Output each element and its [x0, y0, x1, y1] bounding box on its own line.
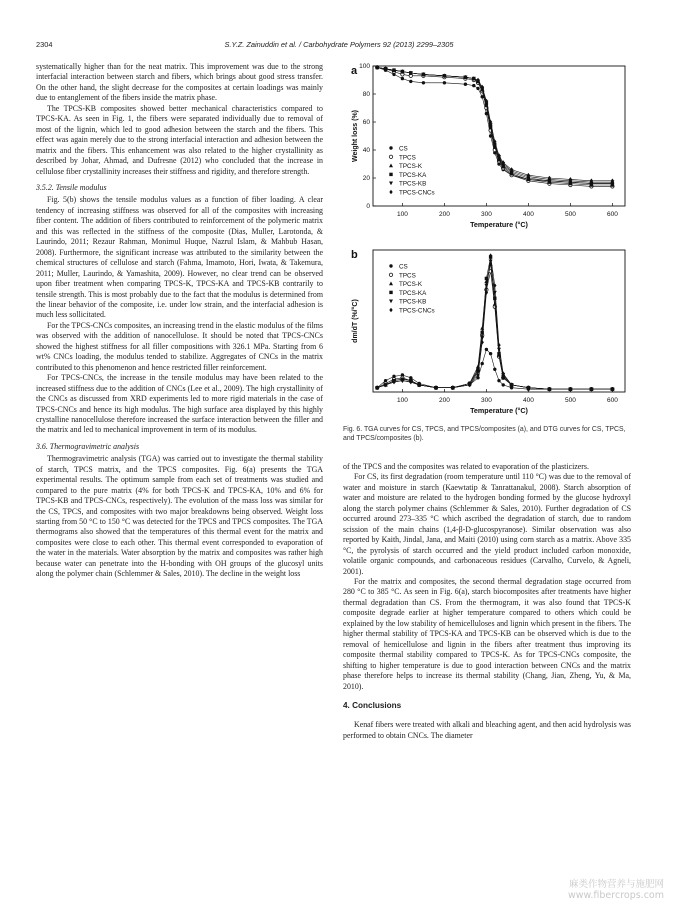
data-point-cs [481, 362, 484, 365]
y-axis-label: dm/dT (%/°C) [352, 299, 359, 343]
legend-marker [389, 164, 393, 168]
x-tick-label: 600 [606, 397, 618, 404]
x-tick-label: 300 [480, 211, 492, 218]
y-tick-label: 60 [362, 119, 370, 127]
x-axis-label: Temperature (°C) [470, 220, 528, 229]
x-tick-label: 300 [480, 397, 492, 404]
panel-label: b [351, 249, 358, 261]
data-point-tpcs-kb [484, 284, 488, 288]
x-tick-label: 200 [438, 397, 450, 404]
data-point-cs [493, 368, 496, 371]
paragraph: systematically higher than for the neat matrix. This improvement was due to the strong interfacial interaction between starch and fibers, which brings about good stress transfer. On the other hand, the slight decrease for the composites at certain loadings was mainly due to entanglement of the fibers inside the matrix phase. [36, 62, 323, 103]
data-point-tpcs-kb [497, 348, 501, 352]
paragraph: The TPCS-KB composites showed better mechanical characteristics compared to TPCS-KA. As seen in Fig. 1, the fibers were separated individually due to removal of most of the lignin, which led to good adhesion between the starch and the fibers. This effect was again merely due to the strong interfacial interaction and adhesion between the matrix and the fibers. This enhancement was also related to the higher crystallinity as described by Johar, Ahmad, and Dufresne (2012) who concluded that the increase in cellulose fiber crystallinity increases their stiffness and rigidity, and therefore strength. [36, 103, 323, 176]
watermark-title: 麻类作物营养与施肥网 [568, 879, 664, 890]
x-tick-label: 400 [522, 211, 534, 218]
legend-label: TPCS-KA [399, 171, 427, 179]
section-heading: 4. Conclusions [343, 700, 402, 710]
legend-marker [389, 190, 392, 195]
paragraph: For TPCS-CNCs, the increase in the tensile modulus may have been related to the increased stiffness due to the addition of CNCs (Lee et al., 2009). The high crystallinity of the CNCs as discussed from XRD experiments led to more rigid materials in the case of TPCS-CNCs and hence its high modulus. The high surface area displayed by this highly crystalline nanocellulose therefore increased the surface interaction between the filler and the matrix and led to mechanical improvement in term of its modulus. [36, 373, 323, 435]
left-column [36, 62, 323, 580]
paragraph: of the TPCS and the composites was related to evaporation of the plasticizers. [343, 462, 589, 471]
data-point-cs [401, 77, 404, 80]
data-point-cs [485, 348, 488, 351]
legend-label: TPCS-CNCs [399, 307, 435, 315]
legend-label: TPCS-KA [399, 289, 427, 297]
running-header [36, 40, 642, 54]
paragraph: Thermogravimetric analysis (TGA) was carried out to investigate the thermal stability of starch, TPCS matrix, and the TPCS composites. Fig. 6(a) presents the TGA experimental results. The optimum sample from each set of treatments was studied and compared to the pure matrix (4% for both TPCS-K and TPCS-KA, 10% and 6% for TPCS-KB and TPCS-CNCs, respectively). The evolution of the mass loss was similar for the CS, TPCS, and composites with two major breakdowns being observed. Weight loss starting from 50 °C to 150 °C was detected for the TPCS and TPCS composites. The TGA thermograms also showed that the temperatures of this thermal event for the matrix and composites were close to each other. This thermal event corresponded to evaporation of the water in the materials. Water absorption by the matrix and composites was rather high because water can penetrate into the H-bonding with OH groups of the glucosyl units along the polymer chain (Schlemmer & Sales, 2010). The decline in the weight loss [36, 454, 323, 579]
legend-marker [389, 173, 392, 176]
plot-frame [373, 250, 625, 392]
legend-label: TPCS-K [399, 281, 423, 289]
data-point-cs [409, 80, 412, 83]
data-point-cs [472, 84, 475, 87]
right-column [343, 462, 631, 741]
legend-label: CS [399, 263, 408, 271]
paragraph: Fig. 5(b) shows the tensile modulus values as a function of fiber loading. A clear tendency of increasing stiffness was observed for all of the composites with increasing fiber content. The addition of fibers contributed to reinforcement of the polymeric matrix and this was reflected in the stiffness of the composite (Dias, Muller, Larotonda, & Laurindo, 2011; Rezaur Rahman, Monimul Huque, Nazrul Islam, & Mahbub Hasan, 2008). Furthermore, the significant increase was attributed to the similarity between the chemical structures of cellulose and starch (Fahma, Imamoto, Hori, Iwata, & Takemura, 2011; Muller, Laurindo, & Yamashita, 2009). However, no clear trend can be observed upon fiber treatment when comparing TPCS-K, TPCS-KA and TPCS-KB contrarily to tensile strength. This is most probably due to the fact that the modulus is determined from the linear behavior of the composite, i.e. under low strain, and the interfacial adhesion is much less sollicitated. [36, 195, 323, 320]
legend-marker [389, 264, 392, 267]
y-tick-label: 100 [359, 63, 370, 71]
x-tick-label: 500 [564, 397, 576, 404]
y-tick-label: 40 [362, 147, 370, 155]
legend-marker [389, 146, 392, 149]
panel-label: a [351, 65, 358, 77]
journal-citation: S.Y.Z. Zainuddin et al. / Carbohydrate Polymers 92 (2013) 2299–2305 [224, 40, 454, 49]
y-tick-label: 80 [362, 91, 370, 99]
subsection-heading: 3.5.2. Tensile modulus [36, 182, 107, 192]
data-point-cs [464, 83, 467, 86]
watermark [568, 879, 664, 901]
legend-label: TPCS-K [399, 163, 423, 171]
subsection-heading: 3.6. Thermogravimetric analysis [36, 441, 140, 451]
legend-label: TPCS [399, 272, 416, 280]
legend-marker [389, 155, 392, 158]
x-tick-label: 100 [396, 211, 408, 218]
legend-label: TPCS-KB [399, 298, 427, 306]
legend-label: TPCS-KB [399, 180, 427, 188]
paragraph: For CS, its first degradation (room temperature until 110 °C) was due to the removal of water and moisture in starch (Kaewtatip & Tanrattanakul, 2008). Starch absorption of water and moisture are related to the hydrogen bonding formed by the glucose hydroxyl along the starch polymer chains (Schlemmer & Sales, 2010). Further degradation of CS occurred around 273–335 °C which ascribed the degradation of starch, due to random scission of the main chains (1,4-β-D-glucospyranose). Similar observation was also reported by Kaith, Jindal, Jana, and Maiti (2010) using corn starch as a matrix. Above 335 °C, the pyrolysis of starch occurred and the yield product included carbon monoxide, volatile organic compounds, and carbonaceous residues (Carvalho, Curvelo, & Agneli, 2001). [343, 472, 631, 576]
figure-6 [343, 58, 633, 418]
data-point-cs [489, 352, 492, 355]
data-point-cs [502, 383, 505, 386]
x-tick-label: 100 [396, 397, 408, 404]
legend-label: TPCS [399, 154, 416, 162]
paragraph: For the TPCS-CNCs composites, an increasing trend in the elastic modulus of the films was observed with the addition of nanocellulose. It should be noted that TPCS-CNCs showed the highest stiffness for all filler compositions with 326.1 MPa. Starting from 6 wt% CNCs loading, the modulus tended to stabilize. Aggregates of CNCs in the matrix contributed to this phenomenon and hence restricted filler reinforcement. [36, 320, 323, 372]
figure-6-chart [343, 58, 633, 418]
legend-label: TPCS-CNCs [399, 189, 435, 197]
data-point-cs [497, 379, 500, 382]
paragraph: For the matrix and composites, the second thermal degradation stage occurred from 280 °C to 385 °C. As seen in Fig. 6(a), starch biocomposites after treatments have higher thermal degradation than CS. From the thermogram, it was also found that TPCS-K composite degrade earlier at higher temperature compared to others which could be explained by the low stability of hemicelluloses and lignin which present in the fibers. The higher thermal stability of TPCS-KA and TPCS-KB can be observed which is due to the removal of hemicellulose and lignin in the fibers after treatment thus improving its composite thermal stability compared to TPCS-K. As for TPCS-CNCs composite, the shifting to higher temperature is due to good interaction between CNCs and the matrix phase therefore helps to increase its thermal stability (Chang, Jian, Zheng, Yu, & Ma, 2010). [343, 576, 631, 691]
data-point-cs [422, 81, 425, 84]
data-point-cs [443, 81, 446, 84]
legend-marker [389, 300, 393, 304]
x-tick-label: 600 [606, 211, 618, 218]
legend-marker [389, 273, 392, 276]
y-axis-label: Weight loss (%) [352, 110, 359, 162]
data-point-cs [476, 87, 479, 90]
x-tick-label: 200 [438, 211, 450, 218]
paragraph: Kenaf fibers were treated with alkali and bleaching agent, and then acid hydrolysis was performed to obtain CNCs. The diameter [343, 720, 631, 740]
x-tick-label: 400 [522, 397, 534, 404]
y-tick-label: 20 [362, 175, 370, 183]
legend-label: CS [399, 145, 408, 153]
figure-caption: Fig. 6. TGA curves for CS, TPCS, and TPCS/composites (a), and DTG curves for CS, TPCS, and TPCS/composites (b). [343, 426, 626, 442]
x-axis-label: Temperature (°C) [470, 406, 528, 415]
legend-marker [389, 282, 393, 286]
x-tick-label: 500 [564, 211, 576, 218]
legend-marker [389, 291, 392, 294]
page-number: 2304 [36, 40, 53, 49]
watermark-url: www.fibercrops.com [567, 890, 664, 901]
y-tick-label: 0 [366, 203, 370, 211]
legend-marker [389, 308, 392, 313]
legend-marker [389, 182, 393, 186]
